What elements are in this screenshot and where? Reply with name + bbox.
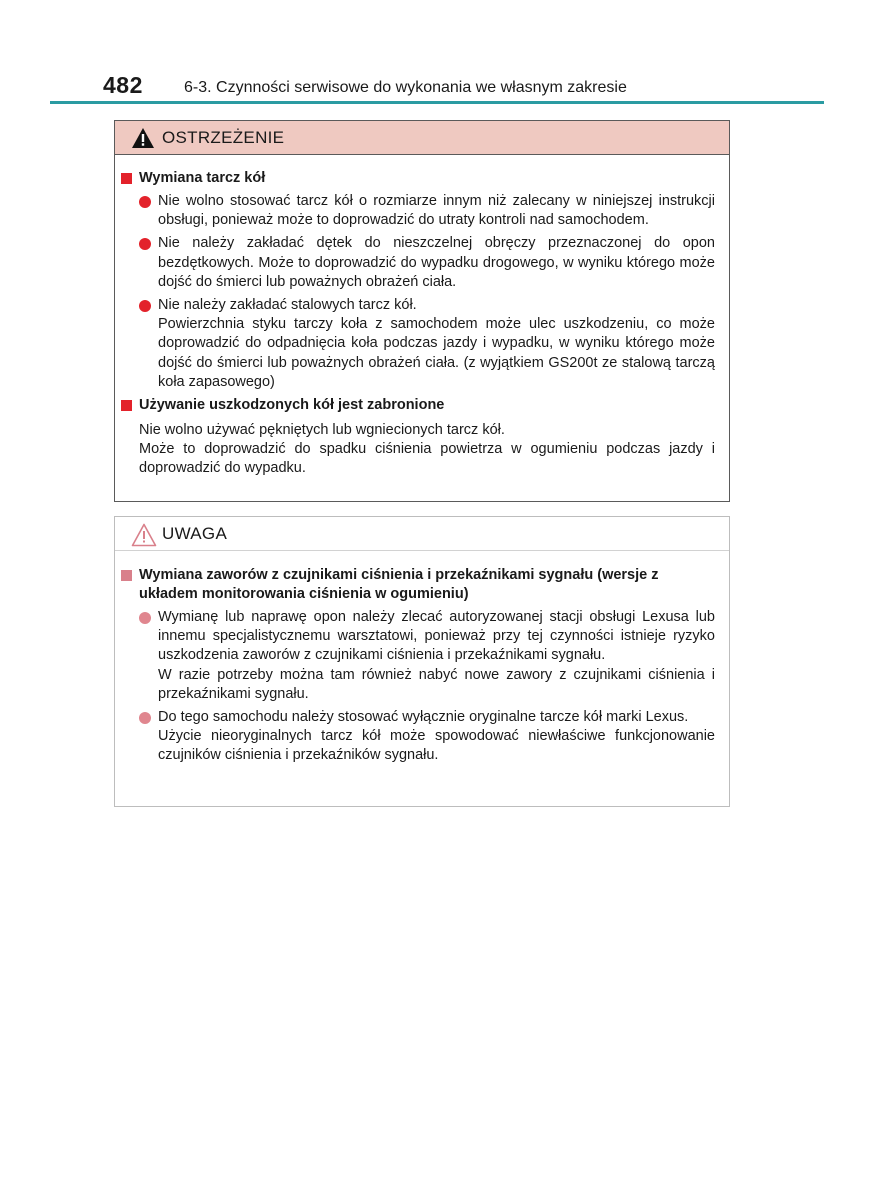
notice-label: UWAGA	[162, 524, 228, 543]
header-divider	[50, 101, 824, 104]
bullet-dot-icon	[139, 300, 151, 312]
warning-label: OSTRZEŻENIE	[162, 128, 285, 147]
bullet-list	[115, 608, 729, 766]
bullet-list	[115, 192, 729, 392]
square-marker-icon	[121, 173, 132, 184]
bullet-dot-icon	[139, 238, 151, 250]
page-header	[100, 72, 825, 104]
warning-triangle-icon	[131, 127, 155, 149]
page-number: 482	[103, 72, 143, 98]
list-item: Nie należy zakładać dętek do nieszczelnej obręczy przeznaczonej do opon bezdętkowych. Może to doprowadzić do wypadku drogowego, w wyniku którego może dojść do śmierci lub poważnych obrażeń ciała.	[115, 234, 729, 292]
warning-body	[115, 169, 729, 479]
square-marker-icon	[121, 400, 132, 411]
list-item: Nie wolno stosować tarcz kół o rozmiarze innym niż zalecany w niniejszej instrukcji obsługi, ponieważ może to doprowadzić do utraty kontroli nad samochodem.	[115, 192, 729, 230]
paragraph-block: Nie wolno używać pękniętych lub wgniecionych tarcz kół. Może to doprowadzić do spadku ciśnienia powietrza w ogumieniu podczas jazdy i doprowadzić do wypadku.	[139, 422, 715, 477]
bullet-dot-icon	[139, 612, 151, 624]
notice-body	[115, 566, 729, 770]
section-heading: Używanie uszkodzonych kół jest zabronione	[115, 396, 729, 415]
square-marker-icon	[121, 570, 132, 581]
bullet-dot-icon	[139, 196, 151, 208]
section-heading: Wymiana zaworów z czujnikami ciśnienia i przekaźnikami sygnału (wersje z układem monitorowania ciśnienia w ogumieniu)	[115, 566, 729, 604]
section-heading: Wymiana tarcz kół	[115, 169, 729, 188]
warning-header	[115, 121, 729, 155]
list-item: Do tego samochodu należy stosować wyłącznie oryginalne tarcze kół marki Lexus. Użycie nieoryginalnych tarcz kół może spowodować niewłaściwe funkcjonowanie czujników ciśnienia i przekaźników sygnału.	[115, 708, 729, 766]
caution-triangle-icon	[131, 523, 157, 547]
bullet-dot-icon	[139, 712, 151, 724]
notice-box	[114, 516, 730, 807]
warning-box	[114, 120, 730, 502]
list-item: Nie należy zakładać stalowych tarcz kół. Powierzchnia styku tarczy koła z samochodem może ulec uszkodzeniu, co może doprowadzić do odpadnięcia koła podczas jazdy i wypadku, w wyniku którego może dojść do śmierci lub poważnych obrażeń ciała. (z wyjątkiem GS200t ze stalową tarczą koła zapasowego)	[115, 296, 729, 392]
chapter-title: 6-3. Czynności serwisowe do wykonania we własnym zakresie	[184, 79, 627, 96]
list-item: Wymianę lub naprawę opon należy zlecać autoryzowanej stacji obsługi Lexusa lub innemu specjalistycznemu warsztatowi, ponieważ przy tej czynności istnieje ryzyko uszkodzenia zaworów z czujnikami ciśnienia i przekaźnikami sygnału. W razie potrzeby można tam również nabyć nowe zawory z czujnikami ciśnienia i przekaźnikami sygnału.	[115, 608, 729, 704]
notice-header	[115, 517, 729, 551]
